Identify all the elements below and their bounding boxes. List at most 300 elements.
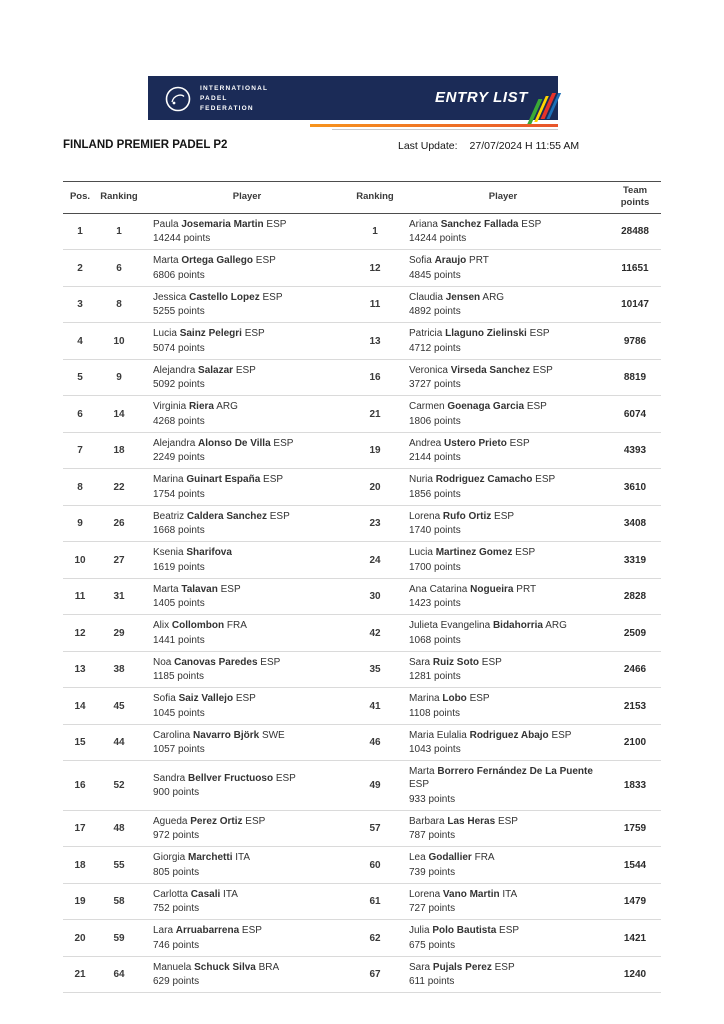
player-last-name: Navarro Björk [193, 729, 260, 741]
player-last-name: Araujo [434, 255, 467, 267]
player-cell [141, 920, 353, 956]
player-cell [397, 360, 609, 396]
team-points-cell: 3610 [623, 481, 647, 493]
player-cell [141, 652, 353, 688]
player-last-name: Goenaga Garcia [447, 401, 525, 413]
player-first-name: Marta [153, 583, 182, 595]
player-last-name: Sanchez Fallada [440, 218, 519, 230]
player-first-name: Maria Eulalia [409, 729, 470, 741]
player-cell [141, 360, 353, 396]
pos-cell: 9 [77, 518, 83, 529]
ranking-cell: 10 [113, 335, 125, 347]
accent-underline [310, 124, 558, 127]
ranking-cell: 30 [369, 591, 381, 602]
table-row [63, 542, 661, 579]
player-country: ITA [499, 888, 518, 900]
player-cell [397, 847, 609, 883]
player-first-name: Sofia [153, 693, 179, 705]
ranking-cell: 11 [369, 299, 381, 310]
player-name [409, 656, 603, 669]
player-first-name: Carlotta [153, 888, 191, 900]
player-points: 787 points [409, 830, 456, 842]
table-row [63, 811, 661, 848]
player-country: FRA [224, 620, 247, 632]
team-points-cell: 8819 [623, 372, 647, 383]
table-row [63, 884, 661, 921]
player-name [409, 815, 603, 828]
col-header-player-2: Player [488, 190, 518, 202]
ranking-cell: 22 [113, 481, 125, 493]
player-points: 1668 points [153, 525, 205, 537]
player-last-name: Virseda Sanchez [450, 364, 531, 376]
player-name [409, 692, 603, 705]
player-name [153, 888, 347, 901]
player-last-name: Pujals Perez [432, 961, 492, 973]
player-points: 1423 points [409, 598, 461, 610]
player-first-name: Giorgia [153, 852, 189, 864]
ranking-cell: 46 [369, 737, 381, 748]
player-cell [141, 542, 353, 578]
player-first-name: Nuria [409, 474, 436, 486]
player-country: ESP [257, 656, 281, 668]
player-name [153, 473, 347, 486]
player-first-name: Jessica [153, 291, 190, 303]
player-points: 6806 points [153, 269, 205, 281]
player-country: ARG [213, 401, 238, 413]
pos-cell: 18 [74, 859, 86, 871]
player-cell [141, 688, 353, 724]
team-points-cell: 2509 [623, 627, 647, 639]
pos-cell: 13 [74, 664, 86, 675]
ranking-cell: 24 [369, 554, 381, 566]
table-body [63, 214, 661, 994]
player-first-name: Veronica [409, 364, 451, 376]
player-first-name: Claudia [409, 291, 446, 303]
team-points-cell: 9786 [623, 335, 647, 347]
player-points: 805 points [153, 866, 200, 878]
ranking-cell: 41 [369, 700, 381, 712]
table-row [63, 214, 661, 251]
team-points-cell: 28488 [621, 226, 649, 237]
player-first-name: Sofia [409, 255, 435, 267]
ranking-cell: 1 [372, 226, 378, 237]
ranking-cell: 48 [113, 823, 125, 834]
player-country: ESP [253, 255, 276, 267]
player-cell [397, 542, 609, 578]
player-country: ESP [526, 328, 550, 340]
player-first-name: Lea [409, 852, 429, 864]
ranking-cell: 61 [369, 896, 381, 907]
player-country: ESP [217, 583, 241, 595]
player-cell [397, 725, 609, 761]
player-last-name: Las Heras [447, 815, 496, 827]
col-header-player-1: Player [232, 190, 262, 202]
player-country: ESP [242, 815, 266, 827]
player-country: ESP [495, 815, 518, 827]
logo-text-line: PADEL [200, 95, 228, 103]
player-last-name: Rodriguez Abajo [469, 729, 549, 741]
ranking-cell: 35 [369, 664, 381, 675]
player-first-name: Marta [153, 255, 182, 267]
player-country: ITA [220, 888, 238, 900]
player-last-name: Caldera Sanchez [186, 510, 267, 522]
player-cell [141, 396, 353, 432]
pos-cell: 15 [74, 737, 86, 748]
player-last-name: Salazar [198, 364, 234, 376]
player-country: ESP [532, 474, 556, 486]
player-country: ESP [270, 437, 294, 449]
player-last-name: Ortega Gallego [181, 255, 254, 267]
player-last-name: Polo Bautista [432, 925, 497, 937]
player-name [153, 729, 347, 742]
player-last-name: Sharifova [186, 547, 232, 559]
player-cell [141, 957, 353, 993]
page-title: FINLAND PREMIER PADEL P2 [63, 139, 228, 151]
player-country: ESP [260, 474, 284, 486]
ranking-cell: 31 [113, 591, 125, 602]
player-country: ARG [480, 291, 505, 303]
table-row [63, 688, 661, 725]
player-last-name: Bellver Fructuoso [188, 772, 274, 784]
player-cell [397, 761, 609, 810]
pos-cell: 6 [77, 408, 83, 420]
player-last-name: Martinez Gomez [435, 547, 513, 559]
player-name [153, 291, 347, 304]
player-last-name: Godallier [428, 852, 472, 864]
pos-cell: 21 [74, 969, 86, 980]
player-first-name: Sara [409, 961, 433, 973]
player-points: 2144 points [409, 452, 461, 464]
player-name [409, 400, 603, 413]
ranking-cell: 58 [113, 896, 125, 907]
player-country: PRT [466, 255, 489, 267]
player-points: 1740 points [409, 525, 461, 537]
player-name [153, 327, 347, 340]
ranking-cell: 14 [113, 408, 125, 420]
ranking-cell: 52 [113, 780, 125, 791]
team-points-cell: 11651 [621, 262, 649, 274]
player-first-name: Agueda [153, 815, 191, 827]
player-name [153, 400, 347, 413]
player-first-name: Virginia [153, 401, 189, 413]
ranking-cell: 13 [369, 335, 381, 347]
player-last-name: Borrero Fernández De La Puente [437, 766, 593, 778]
player-name [153, 437, 347, 450]
player-cell [397, 250, 609, 286]
player-country: ESP [263, 218, 287, 230]
pos-cell: 3 [77, 299, 83, 310]
player-country: ESP [241, 328, 265, 340]
ranking-cell: 60 [369, 859, 381, 871]
table-row [63, 652, 661, 689]
player-name [153, 546, 347, 559]
player-last-name: Talavan [181, 583, 218, 595]
player-last-name: Perez Ortiz [190, 815, 243, 827]
pos-cell: 10 [74, 554, 86, 566]
team-points-cell: 2153 [623, 700, 647, 712]
player-points: 972 points [153, 830, 200, 842]
player-cell [397, 469, 609, 505]
player-name [409, 583, 603, 596]
table-row [63, 957, 661, 994]
player-points: 1856 points [409, 488, 461, 500]
table-row [63, 725, 661, 762]
player-points: 14244 points [153, 233, 211, 245]
player-last-name: Ustero Prieto [444, 437, 507, 449]
ranking-cell: 29 [113, 627, 125, 639]
pos-cell: 7 [77, 445, 83, 456]
team-points-cell: 1421 [623, 932, 647, 944]
pos-cell: 20 [74, 932, 86, 944]
team-points-cell: 1479 [623, 896, 647, 907]
player-cell [141, 579, 353, 615]
table-row [63, 506, 661, 543]
pos-cell: 4 [77, 335, 83, 347]
ranking-cell: 49 [369, 780, 381, 791]
player-first-name: Paula [153, 218, 182, 230]
player-cell [397, 920, 609, 956]
player-name [409, 291, 603, 304]
player-first-name: Ariana [409, 218, 441, 230]
col-header-ranking-1: Ranking [100, 190, 138, 202]
ranking-cell: 19 [369, 445, 381, 456]
player-first-name: Marina [153, 474, 187, 486]
player-name [409, 888, 603, 901]
player-last-name: Josemaria Martin [181, 218, 264, 230]
player-cell [397, 811, 609, 847]
team-points-cell: 1833 [623, 780, 647, 791]
player-name [153, 851, 347, 864]
player-country: ESP [259, 291, 283, 303]
player-cell [397, 396, 609, 432]
player-country: ESP [479, 656, 502, 668]
ranking-cell: 23 [369, 518, 381, 529]
player-name [153, 815, 347, 828]
player-first-name: Julia [409, 925, 433, 937]
ranking-cell: 44 [113, 737, 125, 748]
ranking-cell: 67 [369, 969, 381, 980]
table-row [63, 579, 661, 616]
table-row [63, 920, 661, 957]
player-last-name: Alonso De Villa [198, 437, 271, 449]
team-points-cell: 3319 [623, 554, 647, 566]
player-points: 1441 points [153, 634, 205, 646]
team-points-cell: 1544 [623, 859, 647, 871]
pos-cell: 8 [77, 481, 83, 493]
ranking-cell: 21 [369, 408, 381, 420]
player-points: 5092 points [153, 379, 205, 391]
ranking-cell: 16 [369, 372, 381, 383]
table-row [63, 287, 661, 324]
entry-list-table [63, 181, 661, 993]
ranking-cell: 9 [116, 372, 122, 383]
player-last-name: Vano Martin [442, 888, 500, 900]
ranking-cell: 1 [116, 226, 122, 237]
ranking-cell: 26 [113, 518, 125, 529]
pos-cell: 1 [77, 226, 83, 237]
table-row [63, 396, 661, 433]
pos-cell: 19 [74, 896, 86, 907]
player-cell [397, 957, 609, 993]
player-country: ESP [548, 729, 572, 741]
player-name [409, 961, 603, 974]
table-row [63, 847, 661, 884]
player-last-name: Riera [188, 401, 214, 413]
player-cell [397, 433, 609, 469]
ranking-cell: 38 [113, 664, 125, 675]
player-name [409, 619, 603, 632]
team-points-cell: 4393 [623, 445, 647, 456]
table-header-row [63, 181, 661, 214]
player-first-name: Patricia [409, 328, 446, 340]
ranking-cell: 8 [116, 299, 122, 310]
pos-cell: 16 [74, 780, 86, 791]
col-header-pos: Pos. [69, 190, 91, 202]
player-cell [397, 214, 609, 250]
player-name [153, 656, 347, 669]
player-country: ESP [496, 925, 520, 937]
player-first-name: Alejandra [153, 364, 199, 376]
player-first-name: Lorena [409, 888, 443, 900]
player-points: 1068 points [409, 634, 461, 646]
player-last-name: Lobo [442, 693, 467, 705]
player-name [409, 851, 603, 864]
player-points: 1057 points [153, 744, 205, 756]
player-points: 2249 points [153, 452, 205, 464]
player-country: ESP [506, 437, 530, 449]
player-first-name: Lucia [409, 547, 436, 559]
player-last-name: Saiz Vallejo [178, 693, 234, 705]
player-country: ESP [491, 961, 515, 973]
player-name [153, 772, 347, 785]
team-points-cell: 2466 [623, 664, 647, 675]
ranking-cell: 18 [113, 445, 125, 456]
player-first-name: Carolina [153, 729, 194, 741]
table-row [63, 250, 661, 287]
player-country: ESP [409, 779, 430, 791]
team-points-cell: 6074 [623, 408, 647, 420]
player-name [153, 583, 347, 596]
player-cell [397, 884, 609, 920]
player-points: 1700 points [409, 561, 461, 573]
player-last-name: Canovas Paredes [174, 656, 258, 668]
player-points: 900 points [153, 787, 200, 799]
player-country: ESP [233, 364, 256, 376]
accent-underline-thin [332, 129, 558, 130]
banner-title: ENTRY LIST [435, 89, 528, 106]
player-country: ESP [518, 218, 542, 230]
player-points: 5074 points [153, 342, 205, 354]
player-last-name: Marchetti [188, 852, 233, 864]
player-cell [141, 768, 353, 804]
pos-cell: 14 [74, 700, 86, 712]
ipf-logo [164, 84, 268, 114]
player-country: ESP [273, 772, 296, 784]
ranking-cell: 57 [369, 823, 381, 834]
player-name [153, 218, 347, 231]
player-points: 629 points [153, 976, 200, 988]
logo-text-line: FEDERATION [200, 105, 254, 113]
player-country: ARG [542, 620, 567, 632]
ranking-cell: 55 [113, 859, 125, 871]
player-country: ESP [512, 547, 536, 559]
player-last-name: Schuck Silva [194, 961, 256, 973]
pos-cell: 5 [77, 372, 83, 383]
player-last-name: Ruiz Soto [432, 656, 480, 668]
team-points-cell: 2828 [623, 591, 647, 602]
player-points: 752 points [153, 903, 200, 915]
player-name [409, 765, 603, 791]
player-name [153, 692, 347, 705]
player-name [153, 924, 347, 937]
player-cell [141, 725, 353, 761]
table-row [63, 761, 661, 811]
player-country: ESP [239, 925, 262, 937]
team-points-cell: 10147 [621, 299, 649, 310]
flag-stripes-decoration [527, 93, 561, 125]
ranking-cell: 42 [369, 627, 381, 639]
player-first-name: Sara [409, 656, 433, 668]
player-cell [397, 506, 609, 542]
player-points: 1806 points [409, 415, 461, 427]
header-banner [148, 76, 558, 120]
ranking-cell: 59 [113, 932, 125, 944]
player-name [153, 510, 347, 523]
last-update-label: Last Update: [398, 140, 458, 152]
player-cell [397, 287, 609, 323]
ranking-cell: 45 [113, 700, 125, 712]
player-name [153, 254, 347, 267]
player-name [409, 218, 603, 231]
player-last-name: Arruabarrena [175, 925, 240, 937]
player-points: 1108 points [409, 707, 460, 719]
player-first-name: Lara [153, 925, 176, 937]
pos-cell: 12 [74, 627, 86, 639]
player-first-name: Marta [409, 766, 438, 778]
player-points: 4268 points [153, 415, 205, 427]
player-name [409, 924, 603, 937]
team-points-cell: 3408 [623, 518, 647, 529]
player-last-name: Collombon [171, 620, 225, 632]
col-header-team-points: Team points [620, 185, 650, 208]
last-update [398, 140, 579, 152]
ipf-globe-icon [164, 85, 192, 113]
player-last-name: Jensen [445, 291, 481, 303]
col-header-ranking-2: Ranking [356, 190, 394, 202]
player-cell [141, 214, 353, 250]
ranking-cell: 62 [369, 932, 381, 944]
player-name [409, 327, 603, 340]
player-points: 1045 points [153, 707, 205, 719]
player-first-name: Lorena [409, 510, 443, 522]
player-country: ESP [491, 510, 515, 522]
player-first-name: Beatriz [153, 510, 187, 522]
player-points: 4845 points [409, 269, 461, 281]
player-points: 14244 points [409, 233, 467, 245]
player-name [153, 961, 347, 974]
player-name [409, 473, 603, 486]
player-points: 1405 points [153, 598, 205, 610]
player-points: 1185 points [153, 671, 204, 683]
player-name [153, 619, 347, 632]
player-points: 4712 points [409, 342, 461, 354]
player-points: 675 points [409, 939, 456, 951]
player-points: 611 points [409, 976, 455, 988]
player-last-name: Nogueira [470, 583, 514, 595]
player-cell [141, 469, 353, 505]
player-points: 1043 points [409, 744, 461, 756]
ranking-cell: 64 [113, 969, 125, 980]
